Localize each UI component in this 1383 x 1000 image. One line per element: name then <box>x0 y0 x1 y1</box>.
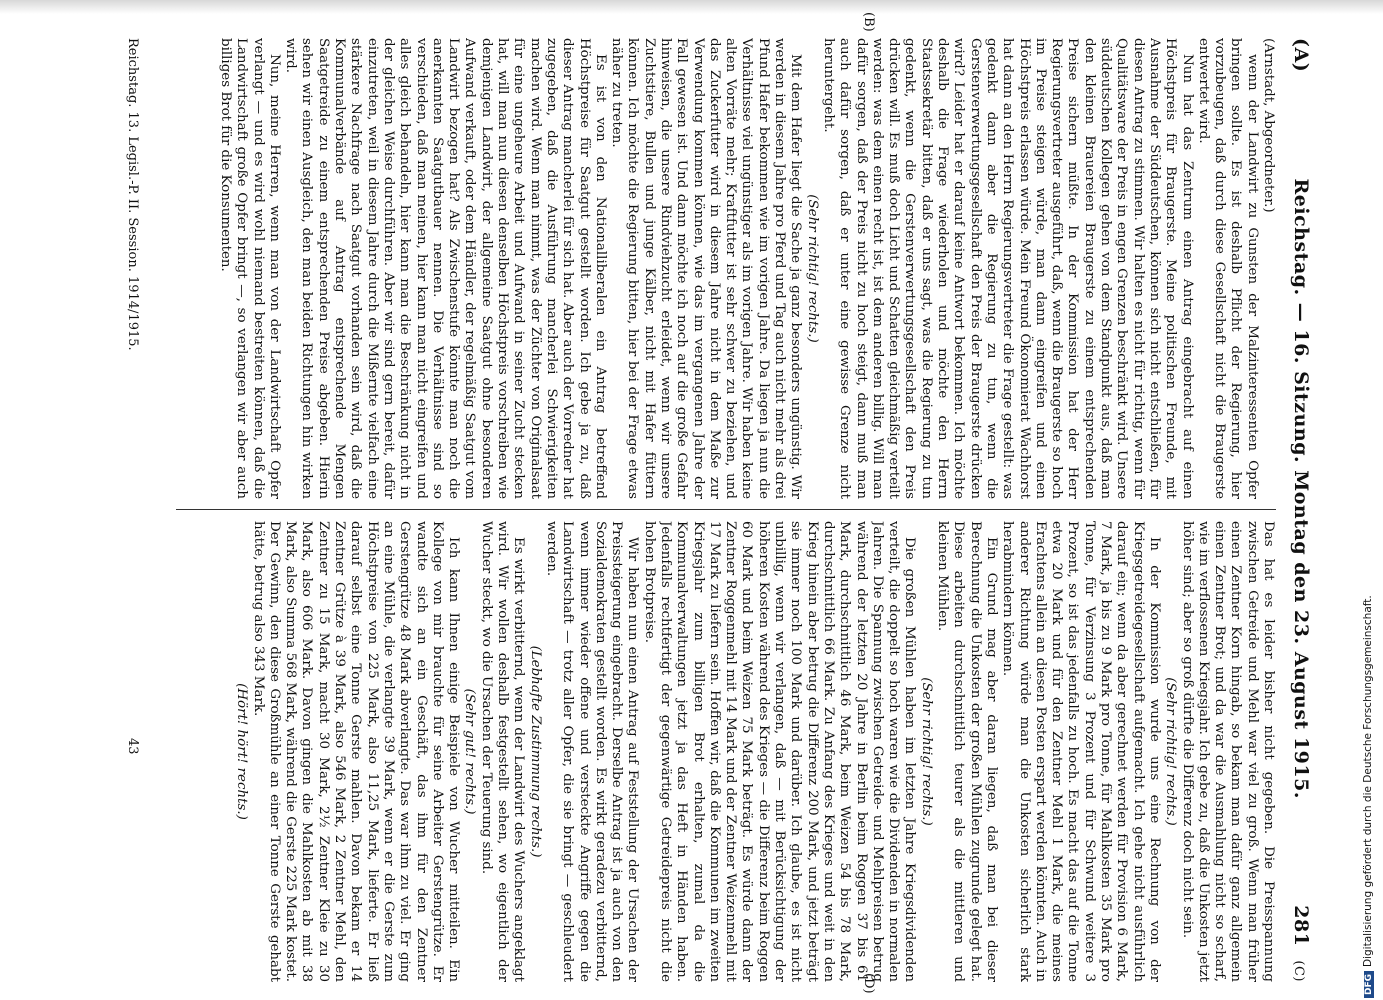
funding-text: Digitalisierung gefördert durch die Deutsche Forschungsgemeinschaft. <box>1362 595 1374 967</box>
scan-edge <box>0 0 1383 14</box>
interjection: (Sehr gut! rechts.) <box>462 688 478 815</box>
paragraph: Ein Grund mag aber daran liegen, daß man bei dieser Berechnung die Unkosten der großen Mühlen zugrunde gelegt hat. Diese arbeiten durchschnittlich teurer als die mittleren und kleinen Mühlen. <box>935 521 999 982</box>
column-separator <box>176 509 1276 510</box>
document-page <box>42 12 1312 994</box>
paragraph: Es ist von den Nationalliberalen ein Antrag betreffend Höchstpreise für Saatgut gestellt worden. Ich gebe ja zu, daß dieser Antrag mancherlei für sich hat. Aber auch der Vorredner hat zugegeben, daß die Ausführung mancherlei Schwierigkeiten machen wird. Wenn man nimmt, was der Züchter von Originalsaat für eine ungeheure Arbeit und Aufwand in seiner Zucht stecken hat, will man nun diesen denselben Höchstpreis vorschreiben wie demjenigen Landwirt, der allgemeine Saatgut ohne besonderen Aufwand verkauft, oder dem Händler, der regelmäßig Saatgut vom Landwirt bezogen hat? Als Zwischenstufe könnte man noch die anerkannten Saatgutbauer nennen. Die Verhältnisse sind so verschieden, daß man meinen, hier kann man nicht eingreifen und alles gleich behandeln, hier kann man die Beschränkung nicht in der gleichen Weise durchführen. Aber wir sind gern bereit, dafür einzutreten, weil in diesem Jahre durch die Mißernte vielfach eine stärkere Nachfrage nach Saatgut vorhanden sein wird, daß die Kommunalverbände auf Antrag entsprechende Mengen Saatgetreide zu einem entsprechenden Preise abgeben. Hierin sehen wir einen Ausgleich, den man beiden Richtungen hin wirken wird. <box>283 38 608 499</box>
interjection: (Sehr richtig! rechts.) <box>804 194 820 343</box>
margin-marker-a: (A) <box>1290 38 1312 73</box>
paragraph: Nun, meine Herren, wenn man von der Landwirtschaft Opfer verlangt — und es wird wohl niemand bestreiten können, daß die Landwirtschaft große Opfer bringt —, so verlangen wir aber auch billiges Brot für die Konsumenten. <box>218 38 282 499</box>
page-header <box>1282 38 1312 982</box>
interjection: (Lebhafte Zustimmung rechts.) <box>527 645 543 858</box>
paragraph: Mit dem Hafer liegt die Sache ja ganz besonders ungünstig. Wir werden in diesem Jahre pro Pferd und Tag auch nicht mehr als drei Pfund Hafer bekommen wie im vorigen Jahre. Da liegen ja nun die Verhältnisse viel ungünstiger als im vorigen Jahre. Wir haben keine alten Vorräte mehr; Kraftfutter ist sehr schwer zu beziehen, und das Zuckerfutter wird in diesem Jahre nicht in dem Maße zur Verwendung kommen können, wie das im vergangenen Jahre der Fall gewesen ist. Und dann möchte ich noch auf die große Gefahr hinweisen, die unsere Rindviehzucht erleidet, wenn wir unsere Zuchtstiere, Bullen und junge Kälber, nicht mit Hafer füttern können. Ich möchte die Regierung bitten, hier bei der Frage etwas näher zu treten. <box>609 38 804 499</box>
paragraph: Wir haben nun einen Antrag auf Feststellung der Ursachen der Preissteigerung eingebracht. Derselbe Antrag ist ja auch von den Sozialdemokraten gestellt worden. Es wirkt geradezu verbitternd, wenn immer wieder offene und versteckte Angriffe gegen die Landwirtschaft — trotz aller Opfer, die sie bringt — geschleudert werden. <box>543 521 641 982</box>
page-footer <box>125 38 140 982</box>
interjection: (Sehr richtig! rechts.) <box>918 677 934 826</box>
funding-note <box>1362 595 1374 998</box>
paragraph: Nun hat das Zentrum einen Antrag eingebracht auf einen Höchstpreis für Braugerste. Meine politischen Freunde, mit Ausnahme der Süddeutschen, können sich nicht entschließen, für diesen Antrag zu stimmen. Wir halten es nicht für richtig, wenn für Qualitätsware der Preis in engen Grenzen beschränkt wird. Unsere süddeutschen Kollegen gehen von dem Standpunkt aus, daß man den kleinen Brauereien Braugerste zu einem entsprechenden Preise sichern müßte. In der Kommission hat der Herr Regierungsvertreter ausgeführt, daß, wenn die Braugerste so hoch im Preise steigen würde, man dann eingreifen und einen Höchstpreis erlassen würde. Mein Freund Ökonomierat Wachhorst hat dann an den Herrn Regierungsvertreter die Frage gestellt: was gedenkt dann aber die Regierung zu tun, wenn die Gerstenverwertungsgesellschaft den Preis der Braugerste drücken wird? Leider hat er darauf keine Antwort bekommen. Ich möchte deshalb die Frage wiederholen und möchte den Herrn Staatssekretär bitten, daß er uns sagt, was die Regierung zu tun gedenkt, wenn die Gerstenverwertungsgesellschaft den Preis drücken will. Es muß doch Licht und Schatten gleichmäßig verteilt werden: was dem einen recht ist, ist dem anderen billig. Will man dafür sorgen, daß der Preis nicht zu hoch steigt, dann muß man auch dafür sorgen, daß er unter eine gewisse Grenze nicht heruntergeht. <box>820 38 1195 499</box>
interjection: (Sehr richtig! rechts.) <box>1163 677 1179 826</box>
margin-marker-d: (D) <box>861 973 876 994</box>
footer-source: Reichstag. 13. Legisl.-P. II. Session. 1914/1915. <box>125 38 140 351</box>
left-column <box>166 38 1276 499</box>
paragraph: In der Kommission wurde uns eine Rechnung von der Kriegsgetreidegesellschaft aufgemacht. Ich gehe nicht ausführlich darauf ein; wenn da aber gerechnet werden für Provision 6 Mark, 7 Mark, ja bis zu 9 Mark pro Tonne, für Mahlkosten 35 Mark pro Tonne, für Verzinsung 3 Prozent und für Schwund weitere 3 Prozent, so ist das jedenfalls zu hoch. Es macht das auf die Tonne etwa 20 Mark und für den Zentner Mehl 1 Mark, die meines Erachtens allein an diesen Posten erspart werden könnten. Auch in anderer Richtung würde man die Unkosten sicherlich stark herabmindern können. <box>1000 521 1162 982</box>
paragraph: wenn der Landwirt zu Gunsten der Malzinteressenten Opfer bringen sollte. Es ist deshalb Pflicht der Regierung, hier vorzubeugen, daß durch diese Gesellschaft nicht die Braugerste entwertet wird. <box>1195 38 1260 499</box>
right-column <box>166 521 1276 982</box>
paragraph: Es wirkt verbitternd, wenn der Landwirt des Wuchers angeklagt wird. Wir wollen deshalb festgestellt sehen, wo eigentlich der Wucher steckt, wo die Ursachen der Teuerung sind. <box>478 521 527 982</box>
margin-marker-c: (C) <box>1291 960 1306 982</box>
interjection: (Hört! hört! rechts.) <box>234 683 250 820</box>
page-title: Reichstag. — 16. Sitzung. Montag den 23. August 1915. <box>1290 178 1312 799</box>
paragraph: Die großen Mühlen haben im letzten Jahre Kriegsdividenden verteilt, die doppelt so hoch waren wie die Dividenden in normalen Jahren. Die Spannung zwischen Getreide- und Mehlpreisen betrug während der letzten 20 Jahre in Berlin beim Roggen 37 bis 61 Mark, durchschnittlich 46 Mark, beim Weizen 54 bis 78 Mark, durchschnittlich 66 Mark. Zu Anfang des Krieges und weit in den Krieg hinein aber betrug die Differenz 200 Mark, und jetzt beträgt sie immer noch 100 Mark und darüber. Ich glaube, es ist nicht unbillig, wenn wir verlangen, daß — mit Berücksichtigung der höheren Kosten während des Krieges — die Differenz beim Roggen 60 Mark und beim Weizen 75 Mark beträgt. Es würde dann der Zentner Roggenmehl mit 14 Mark und der Zentner Weizenmehl mit 17 Mark zu liefern sein. Hoffen wir, daß die Kommunen im zweiten Kriegsjahr zum billigen Brot erhalten, zumal da die Kommunalverwaltungen jetzt ja das Heft in Händen haben. Jedenfalls rechtfertigt der gegenwärtige Getreidepreis nicht die hohen Brotpreise. <box>641 521 918 982</box>
page-number-top: 281 <box>1290 905 1312 947</box>
margin-marker-b: (B) <box>861 12 876 32</box>
paragraph: Das hat es leider bisher nicht gegeben. Die Preisspannung zwischen Getreide und Mehl war viel zu groß. Wenn man früher einen Zentner Korn hingab, so bekam man dafür ganz allgemein einen Zentner Brot; und da war die Ausmahlung nicht so scharf, wie im verflossenen Kriegsjahr. Ich gebe zu, daß die Unkosten jetzt höher sind; aber so groß dürfte die Differenz doch nicht sein. <box>1179 521 1276 982</box>
paragraph: Ich kann Ihnen einige Beispiele von Wucher mitteilen. Ein Kollege von mir brauchte für seine Arbeiter Gerstengrütze. Er wandte sich an ein Geschäft, das ihm für den Zentner Gerstengrütze 48 Mark abverlangte. Das war ihm zu viel. Er ging an eine Mühle, die verlangte 39 Mark, wenn er die Gerste zum Höchstpreise von 225 Mark, also 11,25 Mark, lieferte. Er ließ darauf selbst eine Tonne Gerste mahlen. Davon bekam er 14 Zentner Grütze à 39 Mark, also 546 Mark, 2 Zentner Mehl, den Zentner zu 15 Mark, macht 30 Mark, 2½ Zentner Kleie zu 30 Mark, also 606 Mark. Davon gingen die Mahlkosten ab mit 38 Mark, also Summa 568 Mark, während die Gerste 225 Mark kostet. Der Gewinn, den diese Großmühle an einer Tonne Gerste gehabt hätte, betrug also 343 Mark. <box>250 521 462 982</box>
dfg-logo: DFG <box>1364 971 1374 998</box>
paragraph: (Arnstadt, Abgeordneter.) <box>1261 38 1276 213</box>
text-columns <box>166 12 1276 994</box>
page-number-bottom: 43 <box>125 738 140 755</box>
